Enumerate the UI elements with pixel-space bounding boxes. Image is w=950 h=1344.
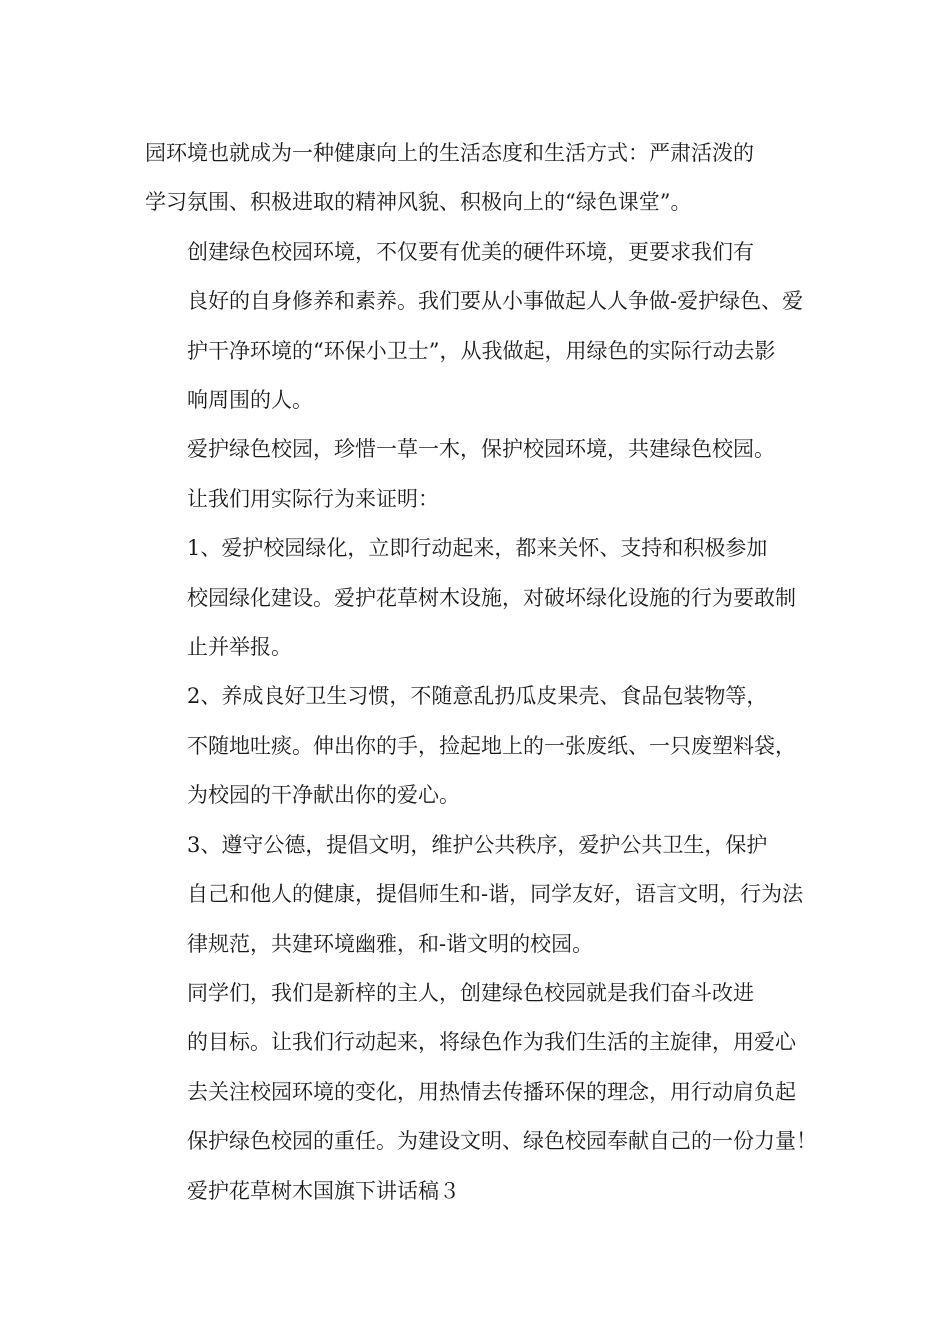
text-line: 护干净环境的“环保小卫士”，从我做起，用绿色的实际行动去影 [187,338,776,363]
text-line: 去关注校园环境的变化，用热情去传播环保的理念，用行动肩负起 [187,1079,796,1104]
paragraph-6 [145,821,825,969]
text-line: 校园绿化建设。爱护花草树木设施，对破坏绿化设施的行为要敢制 [187,585,796,610]
text-line: 良好的自身修养和素养。我们要从小事做起人人争做-爱护绿色、爱 [187,289,804,314]
paragraph-3 [145,425,825,524]
text-line: 同学们，我们是新梓的主人，创建绿色校园就是我们奋斗改进 [187,980,754,1005]
document-body [145,129,825,1216]
text-line: 律规范，共建环境幽雅，和-谐文明的校园。 [187,931,594,956]
text-line: 学习氛围、积极进取的精神风貌、积极向上的“绿色课堂”。 [145,190,692,215]
paragraph-7 [145,969,825,1167]
text-line: 2、养成良好卫生习惯，不随意乱扔瓜皮果壳、食品包装物等， [187,684,768,709]
text-line: 不随地吐痰。伸出你的手，捡起地上的一张废纸、一只废塑料袋， [187,733,796,758]
text-line: 创建绿色校园环境，不仅要有优美的硬件环境，更要求我们有 [187,239,754,264]
text-line: 为校园的干净献出你的爱心。 [187,783,460,808]
paragraph-5 [145,672,825,820]
text-line: 3、遵守公德，提倡文明，维护公共秩序，爱护公共卫生，保护 [187,832,768,857]
section-heading [145,1167,825,1216]
text-line: 保护绿色校园的重任。为建设文明、绿色校园奉献自己的一份力量！ [187,1129,817,1154]
text-line: 的目标。让我们行动起来，将绿色作为我们生活的主旋律，用爱心 [187,1030,796,1055]
paragraph-4 [145,524,825,672]
text-line: 响周围的人。 [187,388,313,413]
text-line: 自己和他人的健康，提倡师生和-谐，同学友好，语言文明，行为法 [187,882,804,907]
text-line: 爱护绿色校园，珍惜一草一木，保护校园环境，共建绿色校园。 [187,437,775,462]
paragraph-1 [145,129,825,228]
text-line: 爱护花草树木国旗下讲话稿３ [187,1178,460,1203]
paragraph-2 [145,228,825,426]
text-line: 1、爱护校园绿化，立即行动起来，都来关怀、支持和积极参加 [187,536,768,561]
text-line: 园环境也就成为一种健康向上的生活态度和生活方式：严肃活泼的 [145,141,754,165]
text-line: 让我们用实际行为来证明： [187,486,439,511]
text-line: 止并举报。 [187,635,292,660]
